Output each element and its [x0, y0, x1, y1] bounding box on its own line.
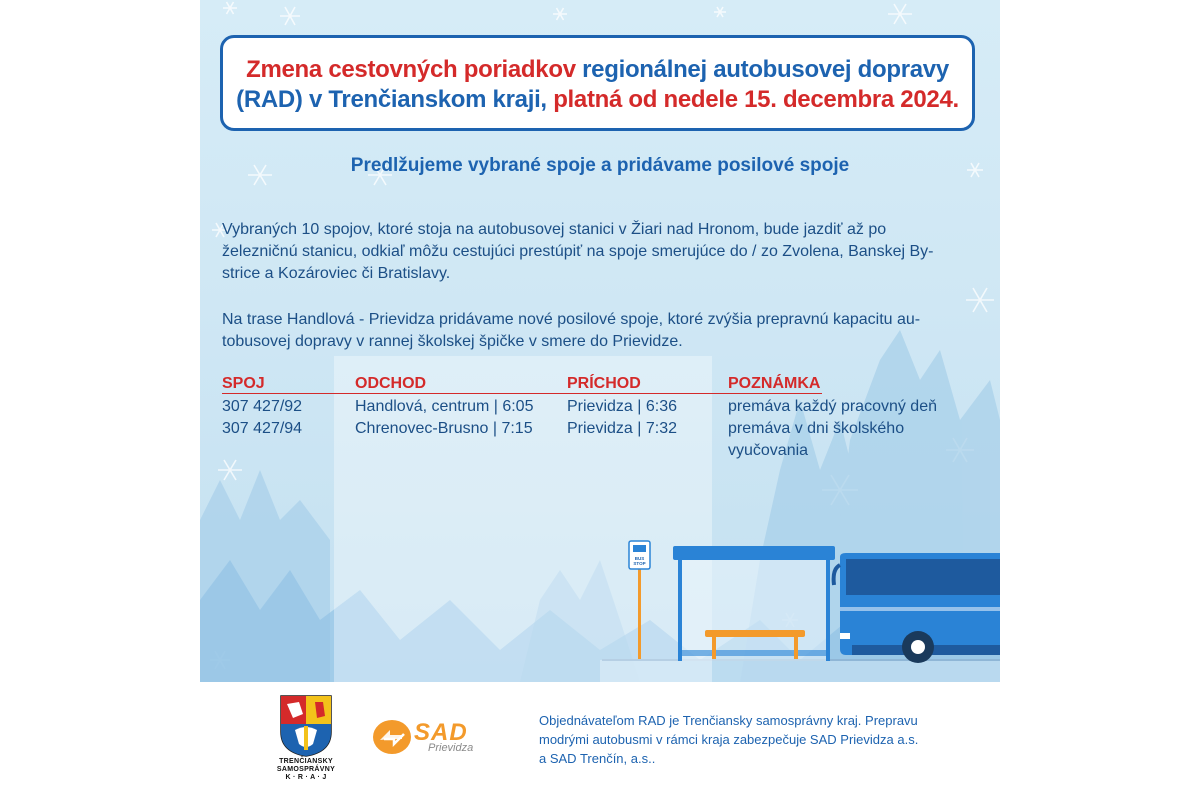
row2-prichod: Prievidza | 7:32: [567, 420, 677, 437]
row2-poznamka-line2: vyučovania: [728, 442, 809, 459]
sad-logo-name: SAD: [414, 719, 468, 746]
row2-odchod: Chrenovec-Brusno | 7:15: [355, 420, 533, 437]
bus: [834, 553, 1000, 663]
tsk-logo-line3: K · R · A · J: [285, 774, 327, 781]
headline-part1: Zmena cestovných poriadkov: [246, 56, 576, 83]
bus-stop-pole: [638, 567, 641, 659]
bus-stop-sign-line2: STOP: [633, 561, 646, 566]
header-underline: [222, 393, 822, 394]
paragraph-extended-connections: [222, 219, 982, 285]
row2-poznamka: [728, 418, 904, 462]
bench: [705, 630, 805, 637]
footer-text: [539, 711, 959, 768]
bus-shelter: [673, 546, 835, 661]
paragraph-new-connections: [222, 309, 982, 353]
tsk-logo-text: [274, 758, 338, 782]
row1-spoj: 307 427/92: [222, 398, 303, 415]
headline-box: [220, 35, 975, 131]
tsk-logo-line2: SAMOSPRÁVNY: [276, 766, 336, 773]
row1-odchod: Handlová, centrum | 6:05: [355, 398, 534, 415]
headline-part2: regionálnej autobusovej dopravy: [582, 56, 949, 83]
paragraph-line: tobusovej dopravy v rannej školskej špičke v smere do Prievidze.: [222, 333, 683, 350]
bus-stop-sign-line1: BUS: [634, 556, 645, 561]
paragraph-line: strice a Kozároviec či Bratislavy.: [222, 265, 451, 282]
announcement-poster: [200, 0, 1000, 682]
headline-part4: platná od nedele 15. decembra 2024.: [553, 86, 959, 113]
sad-logo-sub: Prievidza: [428, 742, 474, 754]
footer-line: a SAD Trenčín, a.s..: [539, 751, 656, 766]
header-spoj: SPOJ: [222, 375, 265, 392]
header-odchod: ODCHOD: [355, 375, 427, 392]
header-prichod: PRÍCHOD: [567, 375, 641, 392]
bus-stop-illustration: [600, 535, 1000, 665]
subtitle: Predlžujeme vybrané spoje a pridávame posilové spoje: [350, 155, 850, 176]
header-poznamka: POZNÁMKA: [728, 375, 821, 392]
row2-poznamka-line1: premáva v dni školského: [728, 420, 905, 437]
paragraph-line: Na trase Handlová - Prievidza pridávame nové posilové spoje, ktoré zvýšia prepravnú kapacitu au-: [222, 311, 921, 328]
paragraph-line: Vybraných 10 spojov, ktoré stoja na autobusovej stanici v Žiari nad Hronom, bude jazdiť až po: [222, 221, 887, 238]
row1-prichod: Prievidza | 6:36: [567, 398, 677, 415]
tsk-logo-line1: TRENČIANSKY: [279, 758, 333, 765]
tsk-coat-of-arms-logo: [279, 694, 333, 758]
headline-part3: (RAD) v Trenčianskom kraji,: [236, 86, 547, 113]
footer-line: Objednávateľom RAD je Trenčiansky samosprávny kraj. Prepravu: [539, 713, 918, 728]
row1-poznamka: premáva každý pracovný deň: [728, 398, 937, 415]
sad-logo-icon: [372, 718, 412, 756]
footer-line: modrými autobusmi v rámci kraja zabezpečuje SAD Prievidza a.s.: [539, 732, 919, 747]
paragraph-line: železničnú stanicu, odkiaľ môžu cestujúci prestúpiť na spoje smerujúce do / zo Zvolena, Banskej By-: [222, 243, 934, 260]
row2-spoj: 307 427/94: [222, 420, 303, 437]
